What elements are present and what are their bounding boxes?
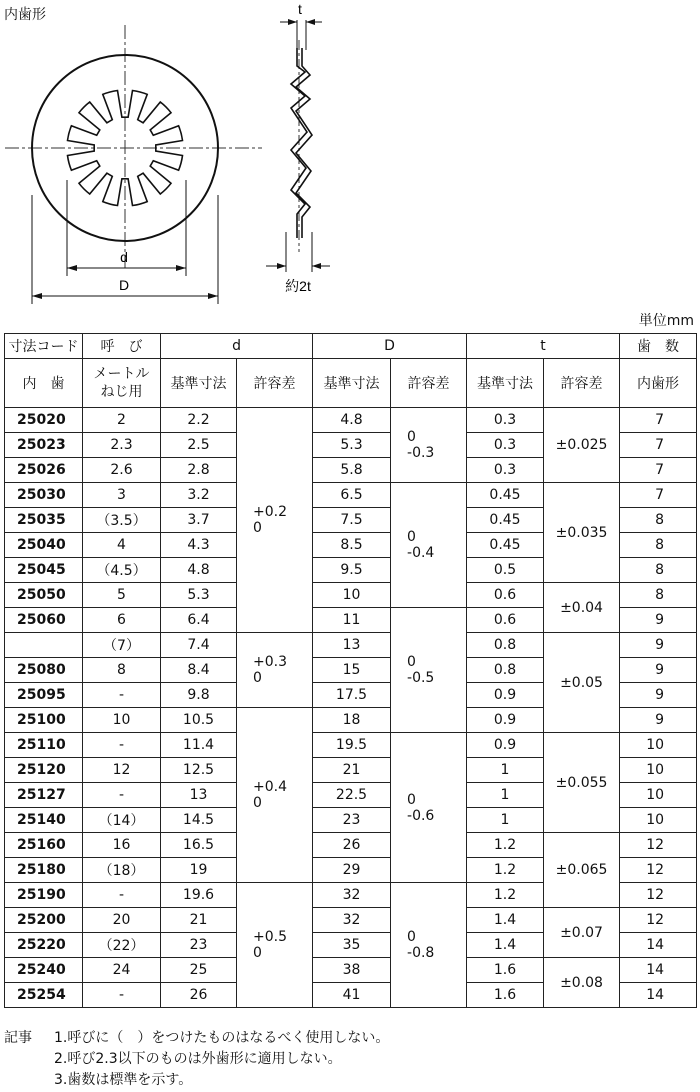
cell-teeth: 12 xyxy=(620,883,697,908)
cell-t-base: 1.4 xyxy=(467,908,544,933)
cell-t-base: 0.3 xyxy=(467,433,544,458)
cell-d-base: 14.5 xyxy=(161,808,237,833)
cell-D-base: 5.3 xyxy=(313,433,391,458)
cell-code: 25120 xyxy=(5,758,83,783)
cell-d-base: 2.8 xyxy=(161,458,237,483)
cell-t-base: 0.9 xyxy=(467,683,544,708)
cell-d-tol xyxy=(237,408,313,633)
cell-code: 25050 xyxy=(5,583,83,608)
cell-d-base: 25 xyxy=(161,958,237,983)
cell-t-base: 1.2 xyxy=(467,858,544,883)
cell-d-base: 5.3 xyxy=(161,583,237,608)
cell-t-tol: ±0.025 xyxy=(544,408,620,483)
label-thickness: 約2t xyxy=(285,278,311,294)
cell-yobi: 2.6 xyxy=(83,458,161,483)
cell-D-tol-line: 0 xyxy=(407,654,416,670)
cell-code: 25140 xyxy=(5,808,83,833)
cell-t-tol: ±0.04 xyxy=(544,583,620,633)
cell-yobi: 2.3 xyxy=(83,433,161,458)
cell-t-tol: ±0.05 xyxy=(544,633,620,733)
cell-D-tol xyxy=(391,883,467,1008)
cell-teeth: 12 xyxy=(620,908,697,933)
cell-D-base: 26 xyxy=(313,833,391,858)
cell-t-base: 1.2 xyxy=(467,833,544,858)
cell-yobi: 6 xyxy=(83,608,161,633)
cell-code: 25080 xyxy=(5,658,83,683)
cell-d-base: 11.4 xyxy=(161,733,237,758)
cell-t-tol: ±0.065 xyxy=(544,833,620,908)
cell-d-base: 2.2 xyxy=(161,408,237,433)
cell-t-base: 1.6 xyxy=(467,983,544,1008)
header-D-base: 基準寸法 xyxy=(313,359,391,408)
cell-t-base: 0.45 xyxy=(467,508,544,533)
cell-t-base: 1 xyxy=(467,783,544,808)
cell-yobi: （22） xyxy=(83,933,161,958)
cell-D-base: 18 xyxy=(313,708,391,733)
cell-D-tol-line: 0 xyxy=(407,929,416,945)
cell-d-base: 19 xyxy=(161,858,237,883)
table-row xyxy=(5,583,697,608)
cell-yobi: （3.5） xyxy=(83,508,161,533)
cell-d-tol xyxy=(237,708,313,883)
header-D: D xyxy=(313,334,467,359)
header-t-tol: 許容差 xyxy=(544,359,620,408)
cell-d-base: 6.4 xyxy=(161,608,237,633)
cell-d-tol xyxy=(237,633,313,708)
cell-d-base: 21 xyxy=(161,908,237,933)
cell-D-tol-line: 0 xyxy=(407,529,416,545)
label-d: d xyxy=(120,249,128,265)
cell-D-base: 4.8 xyxy=(313,408,391,433)
header-yobi: 呼 び xyxy=(83,334,161,359)
table-row xyxy=(5,733,697,758)
cell-teeth: 12 xyxy=(620,833,697,858)
cell-d-tol-line: 0 xyxy=(253,795,262,811)
cell-D-base: 32 xyxy=(313,908,391,933)
cell-d-base: 10.5 xyxy=(161,708,237,733)
cell-D-tol-line: 0 xyxy=(407,429,416,445)
cell-t-base: 1.4 xyxy=(467,933,544,958)
cell-yobi: - xyxy=(83,683,161,708)
page-title: 内歯形 xyxy=(4,7,46,23)
cell-d-base: 8.4 xyxy=(161,658,237,683)
cell-code: 25127 xyxy=(5,783,83,808)
cell-yobi: 4 xyxy=(83,533,161,558)
cell-D-base: 38 xyxy=(313,958,391,983)
cell-yobi: 5 xyxy=(83,583,161,608)
cell-t-base: 0.45 xyxy=(467,533,544,558)
cell-code: 25020 xyxy=(5,408,83,433)
cell-yobi: - xyxy=(83,983,161,1008)
cell-code: 25110 xyxy=(5,733,83,758)
cell-code: 25160 xyxy=(5,833,83,858)
header-d-tol: 許容差 xyxy=(237,359,313,408)
cell-d-base: 4.8 xyxy=(161,558,237,583)
header-d: d xyxy=(161,334,313,359)
cell-yobi: 12 xyxy=(83,758,161,783)
header-yobi-sub: メートル ねじ用 xyxy=(83,359,161,408)
cell-t-tol: ±0.035 xyxy=(544,483,620,583)
cell-D-base: 17.5 xyxy=(313,683,391,708)
cell-d-tol-line: 0 xyxy=(253,670,262,686)
cell-t-base: 0.5 xyxy=(467,558,544,583)
header-teeth-sub: 内歯形 xyxy=(620,359,697,408)
cell-yobi: - xyxy=(83,783,161,808)
cell-D-tol-line: -0.8 xyxy=(407,945,435,961)
cell-code: 25030 xyxy=(5,483,83,508)
cell-teeth: 10 xyxy=(620,758,697,783)
cell-D-base: 29 xyxy=(313,858,391,883)
cell-code: 25035 xyxy=(5,508,83,533)
cell-D-tol-line: -0.4 xyxy=(407,545,435,561)
header-code-sub: 内 歯 xyxy=(5,359,83,408)
cell-D-tol-line: -0.5 xyxy=(407,670,435,686)
note-item: 1.呼びに（ ）をつけたものはなるべく使用しない。 xyxy=(54,1030,390,1046)
cell-yobi: （4.5） xyxy=(83,558,161,583)
cell-t-tol: ±0.08 xyxy=(544,958,620,1008)
cell-teeth: 9 xyxy=(620,708,697,733)
cell-teeth: 14 xyxy=(620,983,697,1008)
table-row xyxy=(5,408,697,433)
cell-t-base: 0.9 xyxy=(467,733,544,758)
cell-d-tol-line: +0.5 xyxy=(253,929,287,945)
cell-D-base: 32 xyxy=(313,883,391,908)
table-row xyxy=(5,633,697,658)
cell-t-base: 1.2 xyxy=(467,883,544,908)
cell-yobi: （18） xyxy=(83,858,161,883)
cell-d-tol-line: 0 xyxy=(253,520,262,536)
cell-d-base: 3.2 xyxy=(161,483,237,508)
cell-D-base: 9.5 xyxy=(313,558,391,583)
cell-d-base: 12.5 xyxy=(161,758,237,783)
cell-d-base: 23 xyxy=(161,933,237,958)
cell-code: 25180 xyxy=(5,858,83,883)
cell-teeth: 10 xyxy=(620,808,697,833)
cell-teeth: 14 xyxy=(620,933,697,958)
cell-code: 25060 xyxy=(5,608,83,633)
cell-code: 25200 xyxy=(5,908,83,933)
cell-teeth: 9 xyxy=(620,658,697,683)
cell-D-tol xyxy=(391,483,467,608)
cell-d-tol-line: 0 xyxy=(253,945,262,961)
cell-D-tol xyxy=(391,408,467,483)
cell-yobi: （14） xyxy=(83,808,161,833)
cell-yobi: 3 xyxy=(83,483,161,508)
note-item: 2.呼び2.3以下のものは外歯形に適用しない。 xyxy=(54,1051,342,1067)
cell-D-base: 15 xyxy=(313,658,391,683)
cell-d-tol-line: +0.2 xyxy=(253,504,287,520)
cell-d-base: 9.8 xyxy=(161,683,237,708)
cell-yobi: - xyxy=(83,733,161,758)
cell-t-base: 0.9 xyxy=(467,708,544,733)
notes xyxy=(4,1028,389,1091)
cell-code: 25220 xyxy=(5,933,83,958)
cell-D-tol xyxy=(391,733,467,883)
cell-d-base: 26 xyxy=(161,983,237,1008)
table-row xyxy=(5,958,697,983)
cell-yobi: - xyxy=(83,883,161,908)
table-row xyxy=(5,908,697,933)
header-t-base: 基準寸法 xyxy=(467,359,544,408)
cell-code: 25045 xyxy=(5,558,83,583)
cell-teeth: 8 xyxy=(620,533,697,558)
cell-code: 25095 xyxy=(5,683,83,708)
cell-D-tol-line: 0 xyxy=(407,791,416,808)
cell-D-tol-line: -0.6 xyxy=(407,807,435,824)
cell-t-tol: ±0.07 xyxy=(544,908,620,958)
cell-code: 25190 xyxy=(5,883,83,908)
cell-d-base: 3.7 xyxy=(161,508,237,533)
cell-t-tol: ±0.055 xyxy=(544,733,620,833)
cell-teeth: 8 xyxy=(620,583,697,608)
cell-d-base: 16.5 xyxy=(161,833,237,858)
spec-table-body xyxy=(5,408,697,1008)
cell-teeth: 8 xyxy=(620,558,697,583)
cell-t-base: 0.6 xyxy=(467,583,544,608)
cell-D-base: 13 xyxy=(313,633,391,658)
cell-teeth: 9 xyxy=(620,633,697,658)
cell-teeth: 7 xyxy=(620,458,697,483)
cell-teeth: 9 xyxy=(620,683,697,708)
cell-yobi: 16 xyxy=(83,833,161,858)
spec-table xyxy=(4,333,697,1008)
label-t: t xyxy=(298,1,302,17)
cell-D-base: 41 xyxy=(313,983,391,1008)
cell-t-base: 1.6 xyxy=(467,958,544,983)
cell-yobi: 10 xyxy=(83,708,161,733)
cell-teeth: 10 xyxy=(620,783,697,808)
washer-drawing xyxy=(0,0,700,310)
cell-t-base: 0.8 xyxy=(467,633,544,658)
cell-D-base: 21 xyxy=(313,758,391,783)
cell-code xyxy=(5,633,83,658)
cell-D-base: 10 xyxy=(313,583,391,608)
cell-t-base: 0.6 xyxy=(467,608,544,633)
cell-teeth: 9 xyxy=(620,608,697,633)
cell-D-base: 22.5 xyxy=(313,783,391,808)
unit-label: 単位mm xyxy=(638,313,694,329)
table-row xyxy=(5,483,697,508)
cell-d-base: 7.4 xyxy=(161,633,237,658)
cell-d-tol xyxy=(237,883,313,1008)
washer-side-view xyxy=(291,48,312,238)
cell-yobi: 8 xyxy=(83,658,161,683)
cell-code: 25254 xyxy=(5,983,83,1008)
cell-code: 25023 xyxy=(5,433,83,458)
cell-D-base: 19.5 xyxy=(313,733,391,758)
cell-yobi: 24 xyxy=(83,958,161,983)
cell-d-tol-line: +0.3 xyxy=(253,654,287,670)
cell-code: 25100 xyxy=(5,708,83,733)
cell-code: 25240 xyxy=(5,958,83,983)
cell-d-base: 4.3 xyxy=(161,533,237,558)
cell-D-base: 7.5 xyxy=(313,508,391,533)
cell-D-base: 11 xyxy=(313,608,391,633)
cell-code: 25040 xyxy=(5,533,83,558)
cell-yobi: 20 xyxy=(83,908,161,933)
note-item: 3.歯数は標準を示す。 xyxy=(54,1072,193,1088)
cell-D-tol-line: -0.3 xyxy=(407,445,435,461)
header-t: t xyxy=(467,334,620,359)
cell-t-base: 0.3 xyxy=(467,458,544,483)
cell-yobi: （7） xyxy=(83,633,161,658)
header-code: 寸法コード xyxy=(5,334,83,359)
cell-teeth: 12 xyxy=(620,858,697,883)
label-D: D xyxy=(118,277,130,293)
cell-d-base: 2.5 xyxy=(161,433,237,458)
cell-code: 25026 xyxy=(5,458,83,483)
header-d-base: 基準寸法 xyxy=(161,359,237,408)
cell-D-base: 35 xyxy=(313,933,391,958)
cell-t-base: 1 xyxy=(467,808,544,833)
cell-teeth: 14 xyxy=(620,958,697,983)
cell-yobi: 2 xyxy=(83,408,161,433)
cell-t-base: 1 xyxy=(467,758,544,783)
cell-d-tol-line: +0.4 xyxy=(253,779,287,795)
cell-teeth: 8 xyxy=(620,508,697,533)
cell-D-base: 23 xyxy=(313,808,391,833)
cell-t-base: 0.8 xyxy=(467,658,544,683)
cell-t-base: 0.45 xyxy=(467,483,544,508)
header-teeth: 歯 数 xyxy=(620,334,697,359)
header-D-tol: 許容差 xyxy=(391,359,467,408)
cell-teeth: 7 xyxy=(620,433,697,458)
cell-D-base: 8.5 xyxy=(313,533,391,558)
cell-D-base: 6.5 xyxy=(313,483,391,508)
cell-t-base: 0.3 xyxy=(467,408,544,433)
cell-teeth: 10 xyxy=(620,733,697,758)
cell-D-tol xyxy=(391,608,467,733)
cell-teeth: 7 xyxy=(620,408,697,433)
table-row xyxy=(5,833,697,858)
cell-teeth: 7 xyxy=(620,483,697,508)
cell-d-base: 13 xyxy=(161,783,237,808)
cell-D-base: 5.8 xyxy=(313,458,391,483)
notes-label: 記事 xyxy=(4,1030,32,1046)
cell-d-base: 19.6 xyxy=(161,883,237,908)
